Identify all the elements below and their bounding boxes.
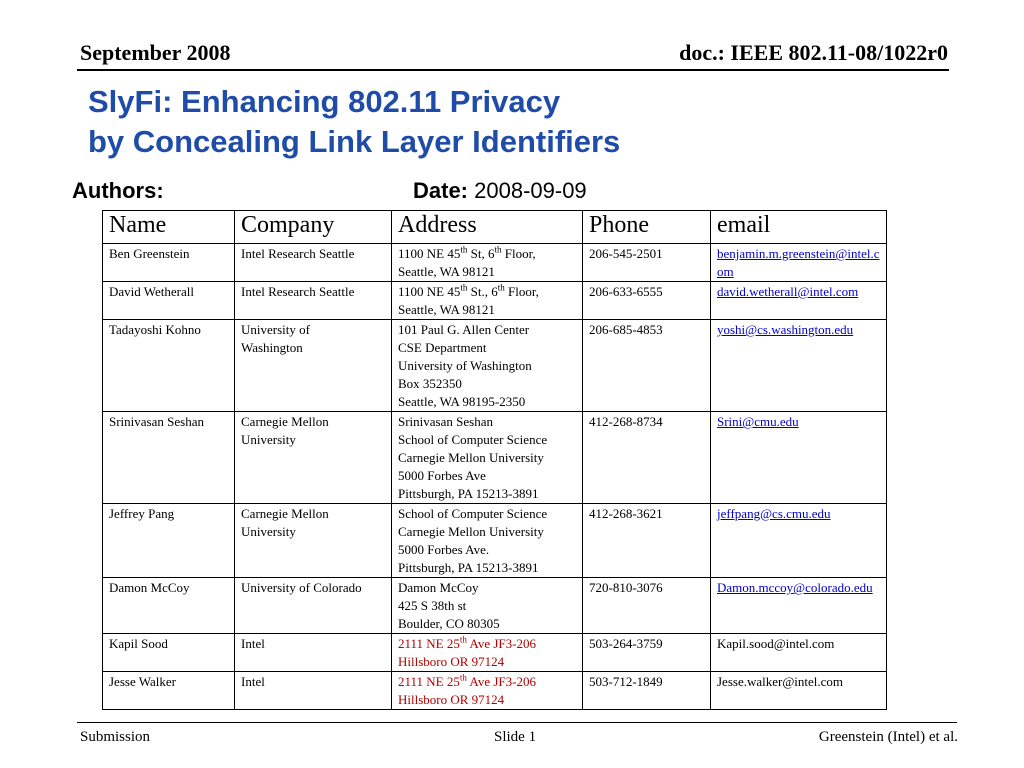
author-address: [392, 672, 583, 710]
author-name: Ben Greenstein: [103, 244, 235, 282]
address-line: Seattle, WA 98121: [398, 302, 495, 317]
email-link[interactable]: Srini@cmu.edu: [717, 414, 799, 429]
author-company: University of Colorado: [235, 578, 392, 634]
author-company: Carnegie Mellon University: [235, 412, 392, 504]
email-link[interactable]: benjamin.m.greenstein@intel.com: [717, 246, 880, 279]
author-phone: 412-268-3621: [583, 504, 711, 578]
header-doc-id: doc.: IEEE 802.11-08/1022r0: [679, 40, 948, 65]
author-phone: 206-633-6555: [583, 282, 711, 320]
author-address: [392, 244, 583, 282]
column-header-email: email: [711, 211, 887, 244]
address-line: Hillsboro OR 97124: [398, 654, 505, 669]
author-address: Damon McCoy 425 S 38th st Boulder, CO 80305: [392, 578, 583, 634]
table-row: [103, 578, 887, 634]
slide-title-line-2: by Concealing Link Layer Identifiers: [88, 124, 621, 159]
address-line: 1100 NE 45th St, 6th Floor,: [398, 244, 536, 261]
table-row: [103, 504, 887, 578]
authors-label: Authors:: [72, 178, 164, 203]
author-name: Kapil Sood: [103, 634, 235, 672]
table-row: [103, 412, 887, 504]
address-line: Seattle, WA 98121: [398, 264, 495, 279]
author-company: Carnegie Mellon University: [235, 504, 392, 578]
email-link[interactable]: yoshi@cs.washington.edu: [717, 322, 854, 337]
slide-title: [88, 82, 620, 162]
table-row: [103, 320, 887, 412]
authors-table: [102, 210, 887, 710]
slide-title-line-1: SlyFi: Enhancing 802.11 Privacy: [88, 84, 561, 119]
author-address: 101 Paul G. Allen Center CSE Department University of Washington Box 352350 Seattle, WA 98195-2350: [392, 320, 583, 412]
author-email-cell: [711, 578, 887, 634]
author-name: Jeffrey Pang: [103, 504, 235, 578]
author-company: University of Washington: [235, 320, 392, 412]
footer-authors: Greenstein (Intel) et al.: [818, 729, 958, 745]
author-email-cell: [711, 282, 887, 320]
author-name: David Wetherall: [103, 282, 235, 320]
author-phone: 206-545-2501: [583, 244, 711, 282]
author-address: [392, 634, 583, 672]
column-header-address: Address: [392, 211, 583, 244]
footer-submission: Submission: [80, 729, 151, 745]
author-name: Jesse Walker: [103, 672, 235, 710]
author-email-cell: [711, 320, 887, 412]
author-company: Intel Research Seattle: [235, 244, 392, 282]
author-email-cell: [711, 504, 887, 578]
author-phone: 412-268-8734: [583, 412, 711, 504]
address-line: 2111 NE 25th Ave JF3-206: [398, 634, 536, 651]
table-row: [103, 634, 887, 672]
email-link[interactable]: Damon.mccoy@colorado.edu: [717, 580, 873, 595]
date-label: Date:: [413, 178, 469, 203]
table-row: [103, 672, 887, 710]
author-phone: 206-685-4853: [583, 320, 711, 412]
table-row: [103, 282, 887, 320]
author-address: School of Computer Science Carnegie Mellon University 5000 Forbes Ave. Pittsburgh, PA 15213-3891: [392, 504, 583, 578]
column-header-name: Name: [103, 211, 235, 244]
footer-divider: [77, 722, 957, 723]
header-date: September 2008: [80, 40, 231, 65]
address-line: Hillsboro OR 97124: [398, 692, 505, 707]
author-phone: 503-712-1849: [583, 672, 711, 710]
column-header-phone: Phone: [583, 211, 711, 244]
author-company: Intel: [235, 634, 392, 672]
table-header-row: [103, 211, 887, 244]
author-email: Kapil.sood@intel.com: [711, 634, 887, 672]
author-address: [392, 282, 583, 320]
author-name: Tadayoshi Kohno: [103, 320, 235, 412]
email-link[interactable]: jeffpang@cs.cmu.edu: [717, 506, 831, 521]
date-line: [413, 178, 587, 204]
footer-slide-number: Slide 1: [494, 729, 537, 745]
author-name: Srinivasan Seshan: [103, 412, 235, 504]
author-phone: 503-264-3759: [583, 634, 711, 672]
author-phone: 720-810-3076: [583, 578, 711, 634]
author-company: Intel: [235, 672, 392, 710]
author-email-cell: [711, 244, 887, 282]
author-company: Intel Research Seattle: [235, 282, 392, 320]
date-value: 2008-09-09: [468, 178, 587, 203]
author-name: Damon McCoy: [103, 578, 235, 634]
address-line: 1100 NE 45th St., 6th Floor,: [398, 282, 539, 299]
address-line: 2111 NE 25th Ave JF3-206: [398, 672, 536, 689]
email-link[interactable]: david.wetherall@intel.com: [717, 284, 859, 299]
table-row: [103, 244, 887, 282]
header-divider: [77, 69, 949, 71]
author-address: Srinivasan Seshan School of Computer Science Carnegie Mellon University 5000 Forbes Ave Pittsburgh, PA 15213-3891: [392, 412, 583, 504]
author-email: Jesse.walker@intel.com: [711, 672, 887, 710]
author-email-cell: [711, 412, 887, 504]
column-header-company: Company: [235, 211, 392, 244]
